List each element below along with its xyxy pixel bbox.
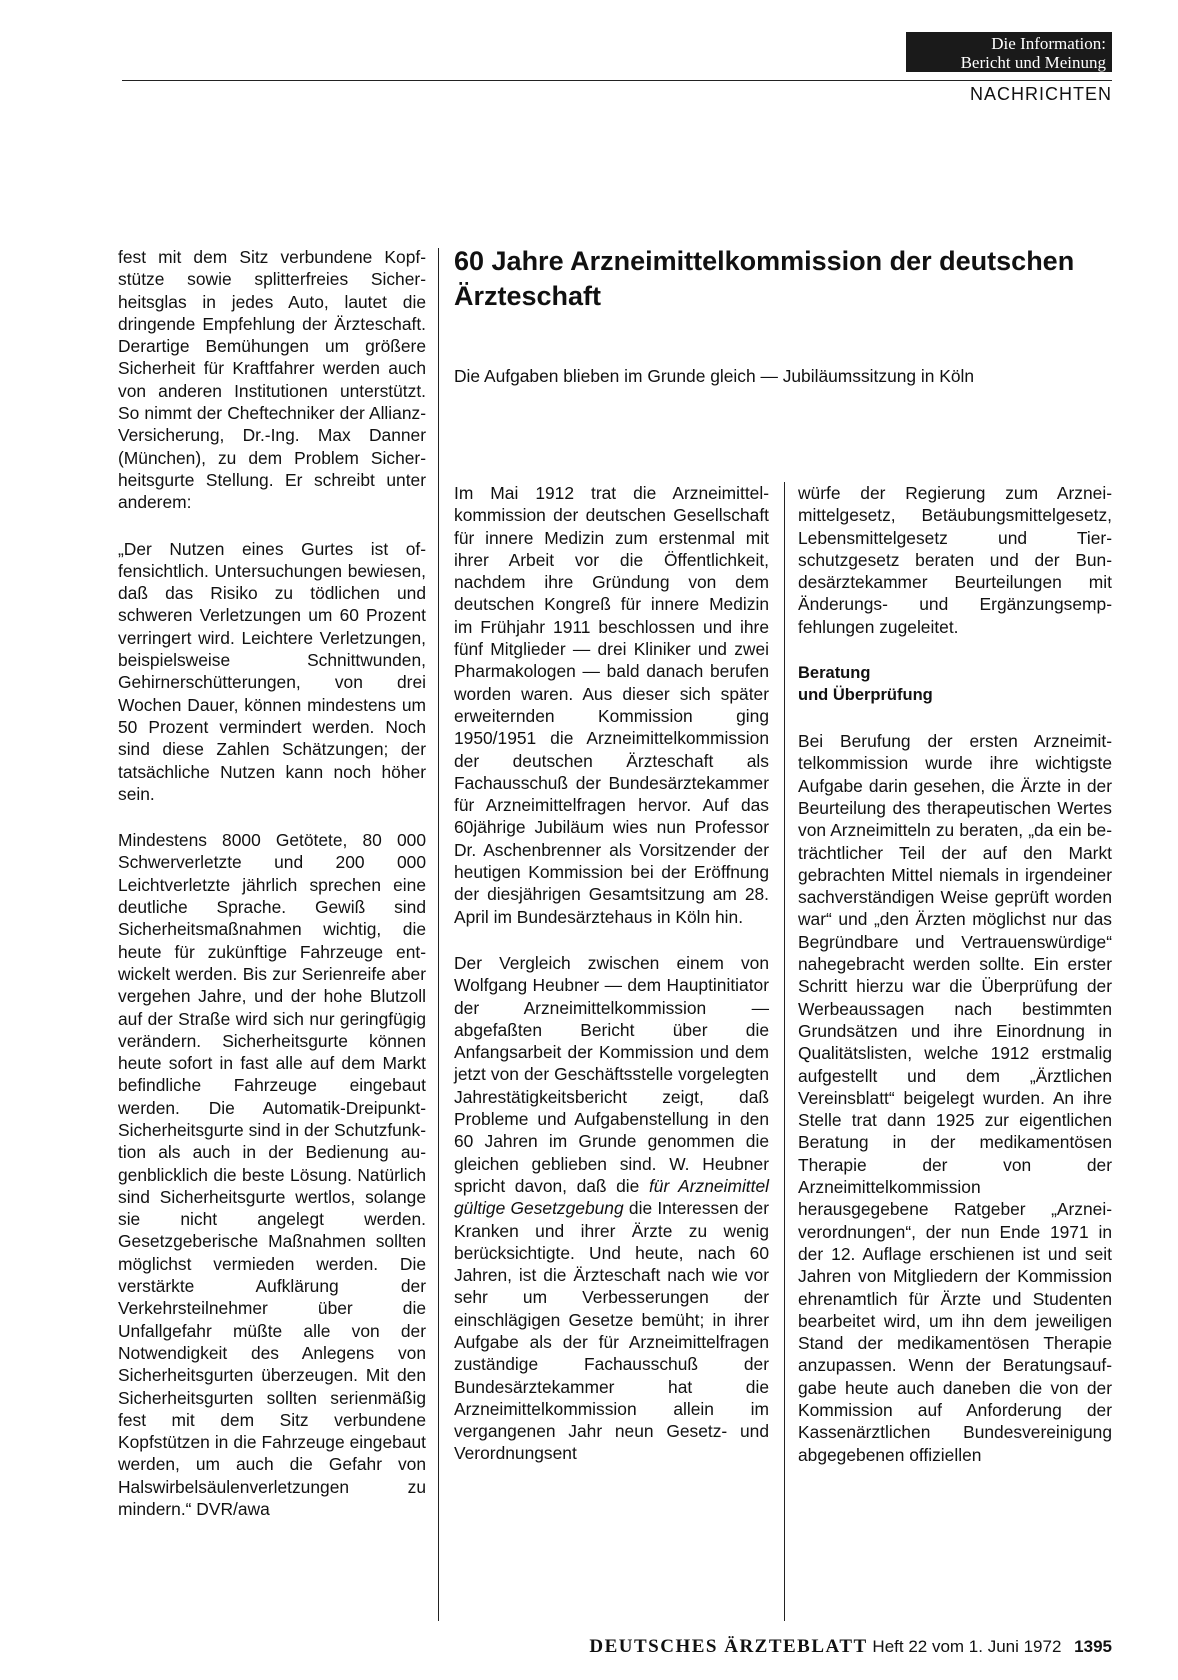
article-subtitle: Die Aufgaben blieben im Grunde gleich — Jubiläumssitzung in Köln (454, 366, 975, 386)
column-right (798, 482, 1112, 1490)
subheading (798, 662, 1112, 706)
paragraph: fest mit dem Sitz verbundene Kopfstütze sowie splitterfreies Sicherheitsglas in jedes Auto, lautet die dringende Empfehlung der Ärzteschaft. Derartige Bemühungen um größere Sicherheit für Kraftfahrer werden auch von anderen Institutionen unterstützt. So nimmt der Cheftechniker der Allianz-Versicherung, Dr.-Ing. Max Danner (München), zu dem Problem Sicherheitsgurte Stellung. Er schreibt unter anderem: (118, 247, 426, 513)
rubric-line-1: Die Information: (991, 34, 1106, 53)
subheading-line-2: und Überprüfung (798, 686, 933, 705)
paragraph: Im Mai 1912 trat die Arzneimittelkommission der deutschen Gesellschaft für innere Medizin zum erstenmal mit ihrer Arbeit vor die Öffentlichkeit, nachdem ihre Gründung von dem deutschen Kongreß für innere Medizin im Frühjahr 1911 beschlossen und ihre fünf Mitglieder — drei Kliniker und zwei Pharmakologen — bald danach berufen worden waren. Aus dieser sich später erweiternden Kommission ging 1950/1951 die Arzneimittelkommission der deutschen Ärzteschaft als Fachausschuß der Bundesärztekammer für Arzneimittelfragen hervor. Auf das 60jährige Jubiläum wies nun Professor Dr. Aschenbrenner als Vorsitzender der heutigen Kommission bei der Eröffnung der diesjährigen Gesamtsitzung am 28. April im Bundesärztehaus in Köln hin. (454, 483, 769, 927)
article-title: 60 Jahre Arzneimittelkommission der deutschen Ärzteschaft (454, 246, 1075, 311)
issue-info: Heft 22 vom 1. Juni 1972 (872, 1637, 1062, 1656)
subheading-line-1: Beratung (798, 664, 871, 683)
header-rule (122, 80, 1112, 81)
paragraph: Bei Berufung der ersten Arzneimittelkommission wurde ihre wichtigste Aufgabe darin gesehen, die Ärzte in der Beurteilung des therapeutischen Wertes von Arzneimitteln zu beraten, „da ein beträchtlicher Teil der auf den Markt gebrachten Mittel niemals in irgendeiner sachverständigen Weise geprüft worden war“ und „den Ärzten möglichst nur das Begründbare und Vertrauenswürdige“ nahegebracht werden sollte. Ein erster Schritt hierzu war die Überprüfung der Werbeaussagen nach bestimmten Grundsätzen und ihre Einordnung in Qualitätslisten, welche 1912 erstmalig aufgestellt und dem „Ärztlichen Vereinsblatt“ beigelegt wurden. An ihre Stelle trat dann 1925 zur eigentlichen Beratung in der medikamentösen Therapie der von der Arzneimittelkommission herausgegebene Ratgeber „Arzneiverordnungen“, der nun Ende 1971 in der 12. Auflage erschienen ist und seit Jahren von Mitgliedern der Kommission ehrenamtlich für Ärzte und Studenten bearbeitet wird, um ihn dem jeweiligen Stand der medikamentösen Therapie anzupassen. Wenn der Beratungsaufgabe heute auch daneben die von der Kommission auf Anforderung der Kassenärztlichen Bundesvereinigung abgegebenen offiziellen (798, 731, 1112, 1465)
rubric-box (906, 32, 1112, 72)
text-run: die Interessen der Kranken und ihrer Ärzte zu wenig berücksichtigte. Und heute, nach 60 Jahren, ist die Ärzteschaft nach wie vor sehr um Verbesserungen der einschlägigen Gesetze bemüht; in ihrer Aufgabe als der für Arzneimittelfragen zuständige Fachausschuß der Bundesärztekammer hat die Arzneimittelkommission allein im vergangenen Jahr neun Gesetz- und Verordnungsent (454, 1198, 769, 1464)
page-number: 1395 (1074, 1637, 1112, 1656)
rubric-line-2: Bericht und Meinung (960, 53, 1106, 72)
column-divider-2 (784, 482, 785, 1621)
paragraph: würfe der Regierung zum Arzneimittelgesetz, Betäubungsmittelgesetz, Lebensmittelgesetz und Tierschutzgesetz beraten und der Bundesärztekammer Beurteilungen mit Änderungs- und Ergänzungsempfehlungen zugeleitet. (798, 483, 1112, 637)
column-middle (454, 482, 769, 1489)
paragraph: Mindestens 8000 Getötete, 80 000 Schwerverletzte und 200 000 Leichtverletzte jährlich sprechen eine deutliche Sprache. Gewiß sind Sicherheitsmaßnahmen wichtig, die heute für zukünftige Fahrzeuge entwickelt werden. Bis zur Serienreife aber vergehen Jahre, und der hohe Blutzoll auf der Straße wird sich nur geringfügig verändern. Sicherheitsgurte können heute sofort in fast alle auf dem Markt befindliche Fahrzeuge eingebaut werden. Die Automatik-Dreipunkt-Sicherheitsgurte sind in der Schutzfunktion als auch in der Bedienung augenblicklich die beste Lösung. Natürlich sind Sicherheitsgurte wertlos, solange sie nicht angelegt werden. Gesetzgeberische Maßnahmen sollten möglichst vermieden werden. Die verstärkte Aufklärung der Verkehrsteilnehmer über die Unfallgefahr müßte alle von der Notwendigkeit des Anlegens von Sicherheitsgurten überzeugen. Mit den Sicherheitsgurten sollten serienmäßig fest mit dem Sitz verbundene Kopfstützen in die Fahrzeuge eingebaut werden, um auch die Gefahr von Halswirbelsäulenverletzungen zu mindern.“ DVR/awa (118, 830, 426, 1520)
text-run: Der Vergleich zwischen einem von Wolfgang Heubner — dem Hauptinitiator der Arzneimittelkommission — abgefaßten Bericht über die Anfangsarbeit der Kommission und dem jetzt von der Geschäftsstelle vorgelegten Jahrestätigkeitsbericht zeigt, daß Probleme und Aufgabenstellung in den 60 Jahren im Grunde genommen die gleichen geblieben sind. W. Heubner spricht davon, daß die (454, 952, 769, 1196)
masthead: DEUTSCHES ÄRZTEBLATT (589, 1636, 868, 1657)
section-label: NACHRICHTEN (969, 84, 1112, 104)
column-left (118, 246, 426, 1544)
column-divider-1 (438, 248, 439, 1621)
paragraph (454, 952, 769, 1465)
page-footer (589, 1636, 1112, 1658)
italic-phrase: für Arzneimittel gültige Gesetzgebung (454, 1175, 770, 1219)
paragraph: „Der Nutzen eines Gurtes ist offensichtlich. Untersuchungen bewiesen, daß das Risiko zu tödlichen und schweren Verletzungen um 60 Prozent verringert wird. Leichtere Verletzungen, beispielsweise Schnittwunden, Gehirnerschütterungen, von drei Wochen Dauer, können mindestens um 50 Prozent vermindert werden. Noch sind diese Zahlen Schätzungen; der tatsächliche Nutzen kann noch höher sein. (118, 538, 426, 804)
